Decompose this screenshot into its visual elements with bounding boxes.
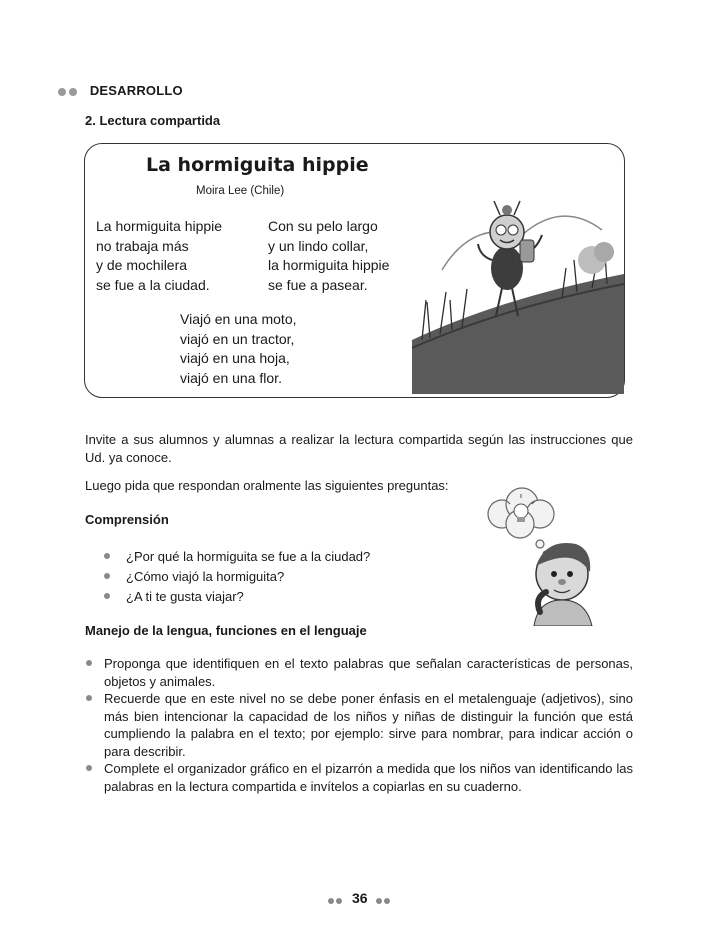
list-item: ¿A ti te gusta viajar? xyxy=(100,587,370,607)
section-heading xyxy=(58,83,183,99)
bullet-icon xyxy=(86,695,92,701)
footer-dots-right-icon xyxy=(376,891,392,907)
heading-dots-icon xyxy=(58,84,80,99)
poem-line: viajó en una flor. xyxy=(180,369,282,386)
poem-stanza-2 xyxy=(268,217,389,295)
poem-author: Moira Lee (Chile) xyxy=(196,185,285,197)
page-footer xyxy=(328,890,392,907)
manejo-list xyxy=(85,655,633,795)
bullet-icon xyxy=(86,660,92,666)
poem-line: y de mochilera xyxy=(96,257,188,273)
bullet-icon xyxy=(104,573,110,579)
bullet-icon xyxy=(86,765,92,771)
poem-line: la hormiguita hippie xyxy=(268,257,390,273)
list-item: Complete el organizador gráfico en el pizarrón a medida que los niños van identificando las palabras en la lectura compartida e invítelos a copiarlas en su cuaderno. xyxy=(85,760,633,795)
questions-list xyxy=(100,547,370,607)
poem-line: Viajó en una moto, xyxy=(180,311,297,327)
poem-line: no trabaja más xyxy=(96,237,189,254)
poem-line: Con su pelo largo xyxy=(268,218,378,234)
poem-line: se fue a pasear. xyxy=(268,276,368,293)
ant-hippie-illustration xyxy=(412,180,624,394)
bullet-icon xyxy=(104,593,110,599)
manejo-heading: Manejo de la lengua, funciones en el lenguaje xyxy=(85,623,367,638)
list-item: Proponga que identifiquen en el texto palabras que señalan características de personas, objetos y animales. xyxy=(85,655,633,690)
bullet-icon xyxy=(104,553,110,559)
questions-intro: Luego pida que respondan oralmente las siguientes preguntas: xyxy=(85,478,449,493)
list-item: ¿Cómo viajó la hormiguita? xyxy=(100,567,370,587)
poem-line: La hormiguita hippie xyxy=(96,218,223,234)
section-label: DESARROLLO xyxy=(89,83,183,98)
comprension-heading: Comprensión xyxy=(85,512,169,527)
poem-stanza-3 xyxy=(180,310,297,388)
list-item: Recuerde que en este nivel no se debe poner énfasis en el metalenguaje (adjetivos), sino más bien intencionar la capacidad de los niños y niñas de distinguir la función que está cumpliendo la palabra en el texto; por ejemplo: sirve para nombrar, para indicar acción o para describir. xyxy=(85,690,633,760)
poem-line: se fue a la ciudad. xyxy=(96,276,210,293)
poem-stanza-1 xyxy=(96,217,222,295)
poem-title: La hormiguita hippie xyxy=(146,154,369,176)
thinking-boy-illustration xyxy=(474,484,614,626)
footer-dots-left-icon xyxy=(328,891,344,907)
poem-line: viajó en un tractor, xyxy=(180,330,295,347)
poem-line: y un lindo collar, xyxy=(268,237,369,254)
poem-line: viajó en una hoja, xyxy=(180,350,290,366)
list-item: ¿Por qué la hormiguita se fue a la ciudad? xyxy=(100,547,370,567)
page-number: 36 xyxy=(352,890,368,906)
instruction-paragraph: Invite a sus alumnos y alumnas a realizar la lectura compartida según las instrucciones que Ud. ya conoce. xyxy=(85,432,633,465)
subsection-heading: 2. Lectura compartida xyxy=(85,113,221,128)
